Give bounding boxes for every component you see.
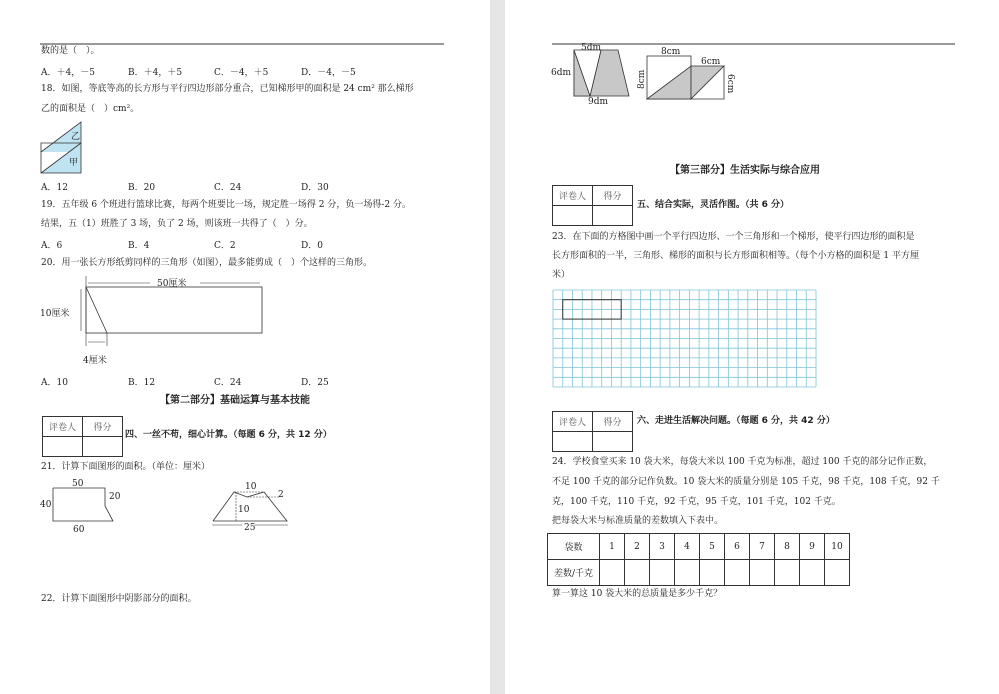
q18-options <box>41 180 441 192</box>
q18-figure <box>41 122 86 174</box>
option-c: C．－4，＋5 <box>214 68 269 78</box>
option-b: B．4 <box>128 241 150 251</box>
grader-cell[interactable] <box>553 206 593 226</box>
label-jia: 甲 <box>69 158 79 168</box>
height-label: 10厘米 <box>40 309 70 319</box>
label-right: 20 <box>109 492 121 502</box>
option-a: A．12 <box>41 183 68 193</box>
base-label: 4厘米 <box>83 356 107 366</box>
difference-input-cell[interactable] <box>650 560 675 586</box>
q23-line2: 长方形面积的一半，三角形、梯形的面积与长方形面积相等。（每个小方格的面积是 1 平方厘 <box>552 251 919 261</box>
label-8cm-top: 8cm <box>661 47 681 57</box>
q21-figure1 <box>40 478 120 536</box>
left-page <box>0 0 490 694</box>
q18-line2: 乙的面积是（ ）cm²。 <box>41 104 140 114</box>
bag-number-cell: 9 <box>800 534 825 560</box>
difference-input-cell[interactable] <box>800 560 825 586</box>
score-box <box>42 416 123 457</box>
q22-figures <box>551 44 751 106</box>
bag-number-cell: 2 <box>625 534 650 560</box>
difference-input-cell[interactable] <box>625 560 650 586</box>
option-a: A．10 <box>41 378 68 388</box>
bag-number-cell: 1 <box>600 534 625 560</box>
difference-input-cell[interactable] <box>675 560 700 586</box>
score-header: 得分 <box>83 417 123 437</box>
difference-input-cell[interactable] <box>750 560 775 586</box>
q24-line3: 克，100 千克，110 千克，92 千克，95 千克，101 千克，102 千克。 <box>552 497 841 507</box>
row-label: 差数/千克 <box>548 560 600 586</box>
grader-cell[interactable] <box>43 437 83 457</box>
option-d: D．0 <box>301 241 323 251</box>
header-rule <box>40 43 444 45</box>
option-b: B．20 <box>128 183 156 193</box>
label-base: 25 <box>244 523 256 533</box>
section6-heading: 六、走进生活解决问题。（每题 6 分，共 42 分） <box>637 416 835 426</box>
row-label: 袋数 <box>548 534 600 560</box>
option-b: B．＋4，＋5 <box>128 68 183 78</box>
q20-options <box>41 375 441 387</box>
score-cell[interactable] <box>593 206 633 226</box>
label-6cm-right: 6cm <box>725 74 735 94</box>
section5-heading: 五、结合实际，灵活作图。（共 6 分） <box>637 200 790 210</box>
label-5dm: 5dm <box>581 43 602 53</box>
bag-number-cell: 6 <box>725 534 750 560</box>
option-d: D．30 <box>301 183 329 193</box>
bag-number-cell: 7 <box>750 534 775 560</box>
q19-line1: 19．五年级 6 个班进行篮球比赛，每两个班要比一场，规定胜一场得 2 分，负一场得-2 分。 <box>41 200 411 210</box>
label-left: 40 <box>40 500 52 510</box>
option-c: C．24 <box>214 378 242 388</box>
q23-line3: 米） <box>552 270 571 280</box>
label-6cm-mid: 6cm <box>701 57 721 67</box>
q24-question: 算一算这 10 袋大米的总质量是多少千克？ <box>552 589 723 599</box>
part2-heading: 【第二部分】基础运算与基本技能 <box>160 395 310 406</box>
option-d: D．25 <box>301 378 329 388</box>
table-row <box>548 560 850 586</box>
difference-input-cell[interactable] <box>825 560 850 586</box>
score-cell[interactable] <box>83 437 123 457</box>
page-gap <box>490 0 505 694</box>
option-a: A．6 <box>41 241 63 251</box>
q17-options <box>41 65 441 77</box>
score-box <box>552 185 633 226</box>
option-c: C．24 <box>214 183 242 193</box>
difference-input-cell[interactable] <box>775 560 800 586</box>
label-yi: 乙 <box>71 132 81 142</box>
score-box <box>552 411 633 452</box>
option-d: D．－4，－5 <box>301 68 356 78</box>
difference-input-cell[interactable] <box>725 560 750 586</box>
bag-number-cell: 8 <box>775 534 800 560</box>
difference-input-cell[interactable] <box>700 560 725 586</box>
label-8cm-left: 8cm <box>637 69 647 89</box>
option-c: C．2 <box>214 241 236 251</box>
option-a: A．＋4，－5 <box>41 68 95 78</box>
q18-line1: 18．如图，等底等高的长方形与平行四边形部分重合，已知梯形甲的面积是 24 cm² 那么梯形 <box>41 84 414 94</box>
q22-text: 22．计算下面图形中阴影部分的面积。 <box>41 594 197 604</box>
q19-options <box>41 238 441 250</box>
q19-line2: 结果，五（1）班胜了 3 场，负了 2 场，则该班一共得了（ ）分。 <box>41 219 313 229</box>
q21-figure2 <box>212 480 292 532</box>
q21-text: 21．计算下面图形的面积。（单位：厘米） <box>41 462 210 472</box>
q24-line1: 24．学校食堂买来 10 袋大米，每袋大米以 100 千克为标准，超过 100 千克的部分记作正数， <box>552 457 933 467</box>
drawing-grid[interactable] <box>553 290 817 388</box>
option-b: B．12 <box>128 378 156 388</box>
q23-line1: 23．在下面的方格图中画一个平行四边形、一个三角形和一个梯形，使平行四边形的面积是 <box>552 232 915 242</box>
bag-number-cell: 4 <box>675 534 700 560</box>
q20-figure <box>40 276 270 371</box>
score-header: 得分 <box>593 412 633 432</box>
label-6dm: 6dm <box>551 68 572 78</box>
grader-cell[interactable] <box>553 432 593 452</box>
q20-text: 20．用一张长方形纸剪同样的三角形（如图），最多能剪成（ ）个这样的三角形。 <box>41 258 372 268</box>
grader-header: 评卷人 <box>553 412 593 432</box>
score-header: 得分 <box>593 186 633 206</box>
grader-header: 评卷人 <box>43 417 83 437</box>
bag-number-cell: 5 <box>700 534 725 560</box>
right-page <box>505 0 999 694</box>
label-top: 10 <box>245 482 257 492</box>
difference-table <box>547 533 850 586</box>
grader-header: 评卷人 <box>553 186 593 206</box>
label-height: 10 <box>238 505 250 515</box>
label-gap: 2 <box>278 490 284 500</box>
section4-heading: 四、一丝不苟，细心计算。（每题 6 分，共 12 分） <box>125 430 332 440</box>
q24-line2: 不足 100 千克的部分记作负数。10 袋大米的质量分别是 105 千克，98 千克，108 千克，92 千 <box>552 477 940 487</box>
score-cell[interactable] <box>593 432 633 452</box>
label-top: 50 <box>72 479 84 489</box>
difference-input-cell[interactable] <box>600 560 625 586</box>
q17-tail: 数的是（ ）。 <box>41 46 100 56</box>
label-bottom: 60 <box>73 525 85 535</box>
q24-line4: 把每袋大米与标准质量的差数填入下表中。 <box>552 516 724 526</box>
bag-number-cell: 3 <box>650 534 675 560</box>
part3-heading: 【第三部分】生活实际与综合应用 <box>670 165 820 176</box>
table-row <box>548 534 850 560</box>
width-label: 50厘米 <box>157 279 187 289</box>
label-9dm: 9dm <box>588 97 609 107</box>
bag-number-cell: 10 <box>825 534 850 560</box>
